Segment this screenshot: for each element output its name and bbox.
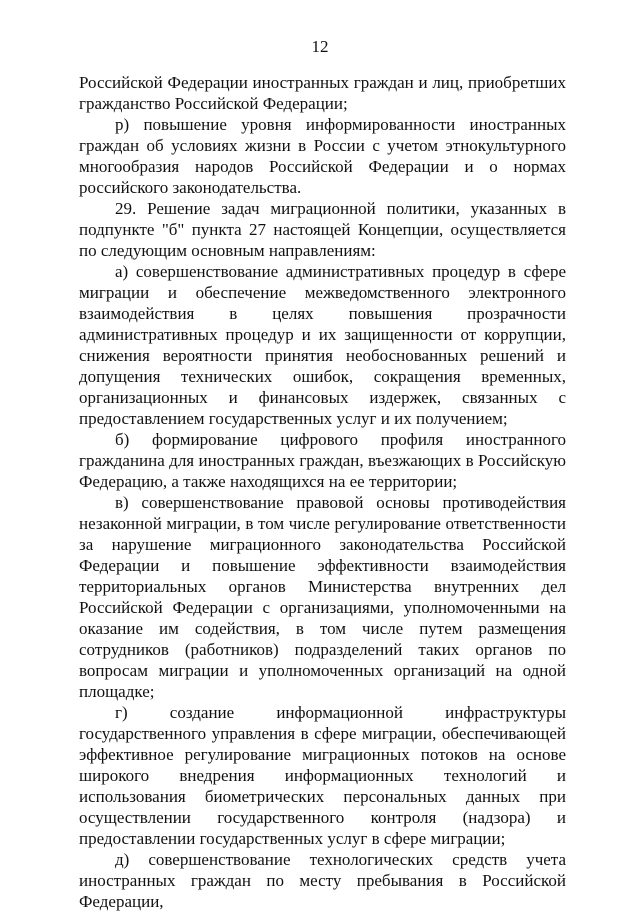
- paragraph-continuation: Российской Федерации иностранных граждан и лиц, приобретших гражданство Российской Федерации;: [79, 73, 566, 113]
- paragraph-item-a: а) совершенствование административных процедур в сфере миграции и обеспечение межведомственного электронного взаимодействия в целях повышения прозрачности административных процедур и их защищенности от коррупции, снижения вероятности принятия необоснованных решений и допущения технических ошибок, сокращения временных, организационных и финансовых издержек, связанных с предоставлением государственных услуг и их получением;: [79, 262, 566, 428]
- paragraph-item-r: р) повышение уровня информированности иностранных граждан об условиях жизни в России с учетом этнокультурного многообразия народов Российской Федерации и о нормах российского законодательства.: [79, 115, 566, 197]
- paragraph-item-b: б) формирование цифрового профиля иностранного гражданина для иностранных граждан, въезжающих в Российскую Федерацию, а также находящихся на ее территории;: [79, 430, 566, 491]
- page-number: 12: [311, 37, 329, 56]
- paragraph-item-d: д) совершенствование технологических средств учета иностранных граждан по месту пребывания в Российской Федерации,: [79, 850, 566, 911]
- paragraph-item-v: в) совершенствование правовой основы противодействия незаконной миграции, в том числе регулирование ответственности за нарушение миграционного законодательства Российской Федерации и повышение эффективности взаимодействия территориальных органов Министерства внутренних дел Российской Федерации с организациями, уполномоченными на оказание им содействия, в том числе путем размещения сотрудников (работников) подразделений таких органов по вопросам миграции и уполномоченных организаций на одной площадке;: [79, 493, 566, 701]
- paragraph-item-g: г) создание информационной инфраструктуры государственного управления в сфере миграции, обеспечивающей эффективное регулирование миграционных потоков на основе широкого внедрения информационных технологий и использования биометрических персональных данных при осуществлении государственного контроля (надзора) и предоставлении государственных услуг в сфере миграции;: [79, 703, 566, 848]
- paragraph-29: 29. Решение задач миграционной политики, указанных в подпункте "б" пункта 27 настоящей Концепции, осуществляется по следующим основным направлениям:: [79, 199, 566, 260]
- document-body: [79, 72, 566, 912]
